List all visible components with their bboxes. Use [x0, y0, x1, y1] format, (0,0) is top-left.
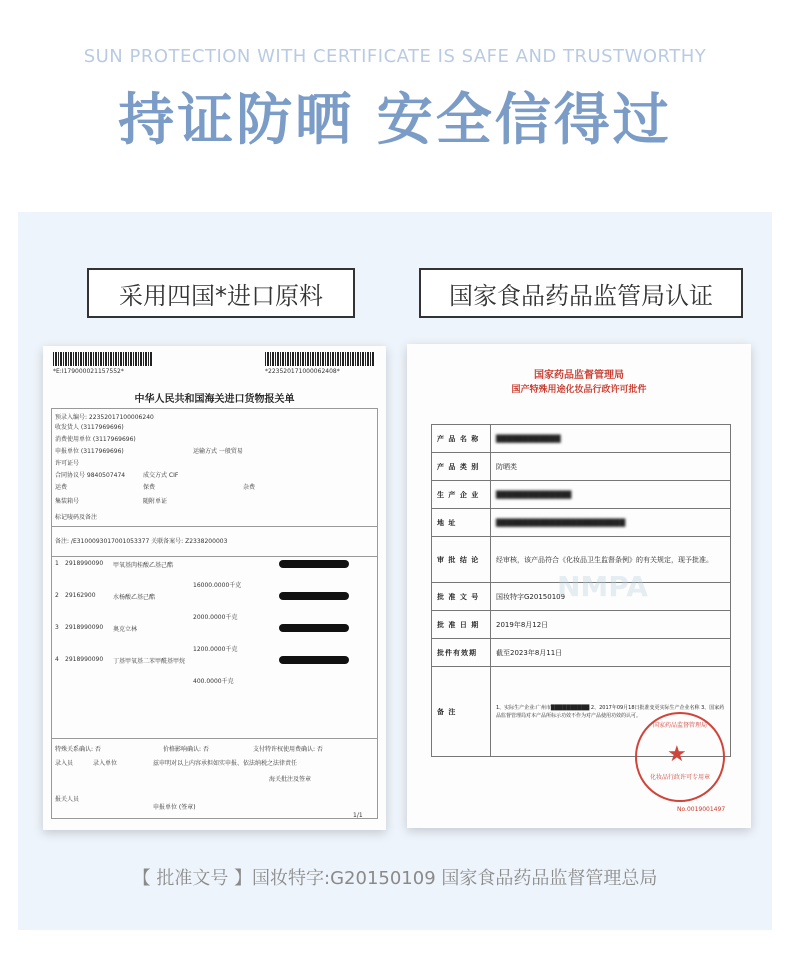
cert-value: 2019年8月12日	[491, 611, 731, 639]
customs-line: 成交方式 CIF	[143, 472, 179, 479]
cert-label: 产 品 类 别	[432, 453, 491, 481]
row-code: 2918990090	[65, 560, 104, 567]
row-code: 29162900	[65, 592, 96, 599]
customs-line: 集装箱号	[55, 498, 80, 505]
redaction-bar	[279, 656, 349, 664]
cert-value: 防晒类	[491, 453, 731, 481]
cert-value: ████████████████████████	[491, 509, 731, 537]
stamp-subtext: 化妆品行政许可专用章	[649, 774, 710, 781]
row-code: 2918990090	[65, 656, 104, 663]
cert-label: 备 注	[432, 667, 491, 757]
row-name: 奥克立林	[113, 626, 138, 633]
header-title-cn: 持证防晒 安全信得过	[118, 88, 672, 153]
row-name: 丁基甲氧基二苯甲酰基甲烷	[113, 658, 186, 665]
redaction-bar	[279, 560, 349, 568]
row-qty: 2000.0000千克	[193, 614, 238, 621]
customs-footer-line: 特殊关系确认: 否	[55, 746, 101, 753]
row-no: 3	[55, 624, 59, 631]
nmpa-certificate-image	[407, 344, 751, 828]
cert-value: 国妆特字G20150109	[491, 583, 731, 611]
approval-footer: 【 批准文号 】国妆特字:G20150109 国家食品药品监督管理总局	[132, 868, 658, 889]
nmpa-watermark: NMPA	[557, 570, 648, 603]
customs-line: 消费使用单位 (3117969696)	[55, 436, 136, 443]
cert-label: 产 品 名 称	[432, 425, 491, 453]
row-qty: 400.0000千克	[193, 678, 234, 685]
left-section-label: 采用四国*进口原料	[87, 268, 355, 318]
right-section-label: 国家食品药品监管局认证	[419, 268, 743, 318]
cert-label: 批 准 文 号	[432, 583, 491, 611]
customs-declaration-image	[43, 346, 386, 830]
cert-value: ████████████	[491, 425, 731, 453]
customs-title: 中华人民共和国海关进口货物报关单	[134, 394, 295, 405]
customs-line: 合同协议号 9840507474	[55, 472, 126, 479]
row-name: 甲氧基肉桂酸乙基己酯	[113, 562, 174, 569]
customs-footer-line: 支付特许权使用费确认: 否	[253, 746, 323, 753]
cert-serial: No.0019001497	[677, 806, 726, 813]
customs-line: 标记唛码及备注	[55, 514, 98, 521]
redaction-bar	[279, 624, 349, 632]
official-stamp	[635, 712, 725, 802]
cert-value: ██████████████	[491, 481, 731, 509]
row-no: 2	[55, 592, 59, 599]
cert-label: 生 产 企 业	[432, 481, 491, 509]
cert-label: 批 准 日 期	[432, 611, 491, 639]
customs-line: 许可证号	[55, 460, 80, 467]
customs-line: 备注: /E3100093017001053377 关联备案号: Z2338200003	[55, 538, 228, 545]
cert-value: 1、实际生产企业:广州市██████████ 2、2017年09月18日批准变更实际生产企业名称 3、国家药品监督管理局对本产品所标示功效不作为对产品使用功效的认可。	[491, 667, 731, 757]
row-code: 2918990090	[65, 624, 104, 631]
customs-line: 运输方式 一般贸易	[193, 448, 243, 455]
customs-footer-line: 海关批注及签章	[269, 776, 312, 783]
customs-footer-line: 价格影响确认: 否	[163, 746, 209, 753]
customs-line: 运费	[55, 484, 68, 491]
customs-line: 申报单位 (3117969696)	[55, 448, 124, 455]
stamp-text: 国家药品监督管理局	[652, 722, 707, 729]
row-no: 4	[55, 656, 59, 663]
barcode-right	[265, 352, 375, 366]
row-name: 水杨酸乙基己酯	[113, 594, 156, 601]
barcode-left-text: *E:I179000021157552*	[53, 368, 124, 375]
customs-line: 随附单证	[143, 498, 168, 505]
customs-footer-line: 申报单位 (签章)	[153, 804, 196, 811]
barcode-right-text: *223520171000062408*	[265, 368, 340, 375]
cert-label: 审 批 结 论	[432, 537, 491, 583]
customs-footer-line: 录入单位	[93, 760, 118, 767]
row-qty: 16000.0000千克	[193, 582, 242, 589]
cert-value: 截至2023年8月11日	[491, 639, 731, 667]
cert-title: 国家药品监督管理局	[534, 370, 624, 381]
customs-footer-line: 录入员	[55, 760, 74, 767]
customs-line: 预录入编号: 22352017100006240	[55, 414, 154, 421]
cert-label: 地 址	[432, 509, 491, 537]
cert-label: 批件有效期	[432, 639, 491, 667]
cert-value: 经审核，该产品符合《化妆品卫生监督条例》的有关规定，现予批准。	[491, 537, 731, 583]
row-qty: 1200.0000千克	[193, 646, 238, 653]
customs-line: 收发货人 (3117969696)	[55, 424, 124, 431]
barcode-left	[53, 352, 153, 366]
customs-footer-line: 报关人员	[55, 796, 80, 803]
customs-page-number: 1/1	[353, 812, 363, 819]
cert-subtitle: 国产特殊用途化妆品行政许可批件	[511, 385, 647, 395]
row-no: 1	[55, 560, 59, 567]
customs-footer-line: 兹申明对以上内容承担如实申报、依法纳税之法律责任	[153, 760, 298, 767]
star-icon: ★	[667, 742, 687, 767]
header-subtitle-en: SUN PROTECTION WITH CERTIFICATE IS SAFE AND TRUSTWORTHY	[83, 46, 707, 67]
customs-line: 杂费	[243, 484, 256, 491]
customs-line: 保费	[143, 484, 156, 491]
redaction-bar	[279, 592, 349, 600]
